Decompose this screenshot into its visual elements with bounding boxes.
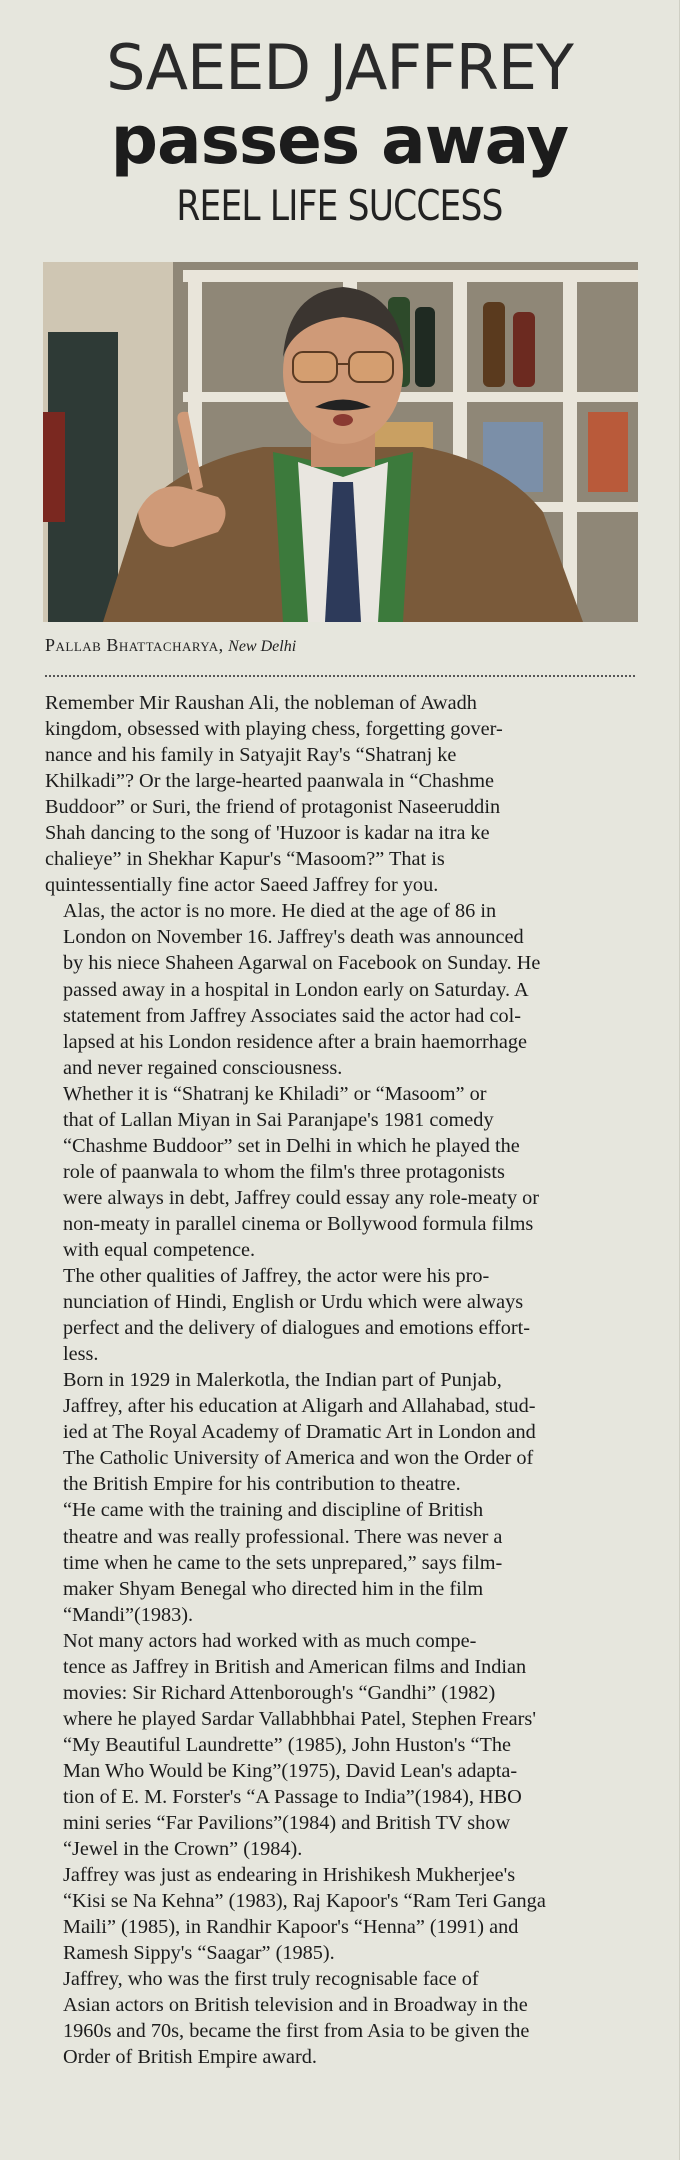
- dotted-divider: [45, 675, 635, 679]
- headline-name: SAEED JAFFREY: [106, 31, 573, 104]
- byline: [45, 635, 296, 656]
- paragraph: Born in 1929 in Malerkotla, the Indian part of Punjab, Jaffrey, after his education at Aligarh and Allahabad, stud- ied at The Royal Academy of Dramatic Art in London and The Catholic University of America and won the Order of the British Empire for his contribution to theatre.: [63, 1369, 536, 1496]
- headline-kicker: REEL LIFE SUCCESS: [176, 181, 503, 230]
- paragraph: Alas, the actor is no more. He died at the age of 86 in London on November 16. Jaffrey's death was announced by his niece Shaheen Agarwal on Facebook on Sunday. He passed away in a hospital in London early on Saturday. A statement from Jaffrey Associates said the actor had col- lapsed at his London residence after a brain haemorrhage and never regained consciousness.: [63, 900, 541, 1079]
- paragraph: Whether it is “Shatranj ke Khiladi” or “Masoom” or that of Lallan Miyan in Sai Paranjape's 1981 comedy “Chashme Buddoor” set in Delhi in which he played the role of paanwala to whom the film's three protagonists were always in debt, Jaffrey could essay any role-meaty or non-meaty in parallel cinema or Bollywood formula films with equal competence.: [63, 1082, 540, 1261]
- actor-photo: [43, 262, 638, 622]
- paragraph: “He came with the training and discipline of British theatre and was really professional. There was never a time when he came to the sets unprepared,” says film- maker Shyam Benegal who directed him in the film “Mandi”(1983).: [63, 1499, 503, 1626]
- headline: [0, 0, 679, 236]
- article-body: [45, 690, 645, 2070]
- paragraph: The other qualities of Jaffrey, the actor were his pro- nunciation of Hindi, English or Urdu which were always perfect and the delivery of dialogues and emotions effort- less.: [63, 1265, 531, 1366]
- author-name: Pallab Bhattacharya,: [45, 635, 224, 655]
- headline-main: passes away: [110, 102, 569, 179]
- paragraph: Remember Mir Raushan Ali, the nobleman of Awadh kingdom, obsessed with playing chess, forgetting gover- nance and his family in Satyajit Ray's “Shatranj ke Khilkadi”? Or the large-hearted paanwala in “Chashme Buddoor” or Suri, the friend of protagonist Naseeruddin Shah dancing to the song of 'Huzoor is kadar na itra ke chalieye” in Shekhar Kapur's “Masoom?” That is quintessentially fine actor Saeed Jaffrey for you.: [45, 692, 503, 897]
- paragraph: Jaffrey, who was the first truly recognisable face of Asian actors on British television and in Broadway in the 1960s and 70s, became the first from Asia to be given the Order of British Empire award.: [63, 1968, 530, 2069]
- dateline: New Delhi: [228, 638, 297, 655]
- paragraph: Not many actors had worked with as much compe- tence as Jaffrey in British and American films and Indian movies: Sir Richard Attenborough's “Gandhi” (1982) where he played Sardar Vallabhbhai Patel, Stephen Frears' “My Beautiful Laundrette” (1985), John Huston's “The Man Who Would be King”(1975), David Lean's adapta- tion of E. M. Forster's “A Passage to India”(1984), HBO mini series “Far Pavilions”(1984) and British TV show “Jewel in the Crown” (1984).: [63, 1629, 536, 1861]
- paragraph: Jaffrey was just as endearing in Hrishikesh Mukherjee's “Kisi se Na Kehna” (1983), Raj Kapoor's “Ram Teri Ganga Maili” (1985), in Randhir Kapoor's “Henna” (1991) and Ramesh Sippy's “Saagar” (1985).: [63, 1864, 546, 1965]
